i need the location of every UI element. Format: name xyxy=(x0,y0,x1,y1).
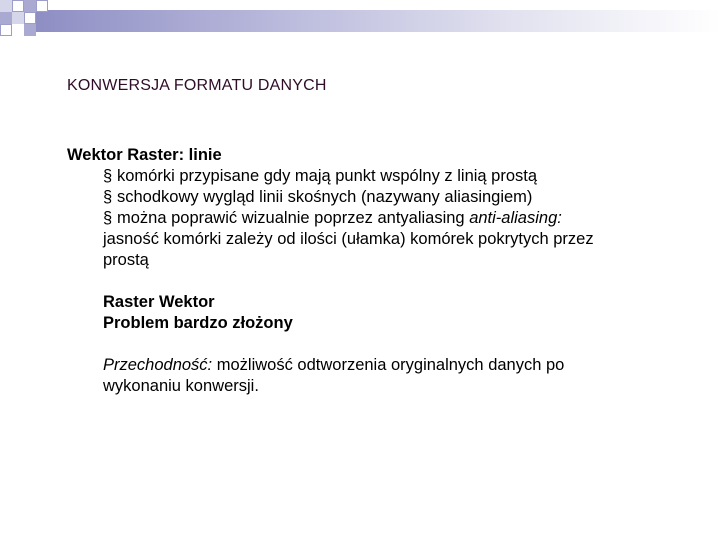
definition-paragraph xyxy=(67,355,667,376)
bullet-text: komórki przypisane gdy mają punkt wspólny z linią prostą xyxy=(117,167,538,185)
bullet-text: można poprawić wizualnie poprzez antyaliasing xyxy=(117,209,465,227)
bullet-marker: § xyxy=(103,188,113,206)
bullet-text: schodkowy wygląd linii skośnych (nazywany aliasingiem) xyxy=(117,188,533,206)
bullet-term-italic: anti-aliasing: xyxy=(469,209,562,227)
slide-title: KONWERSJA FORMATU DANYCH xyxy=(67,77,327,94)
deco-square xyxy=(24,0,36,12)
deco-square xyxy=(36,0,48,12)
bullet-marker: § xyxy=(103,167,113,185)
deco-square xyxy=(12,0,24,12)
bullet-marker: § xyxy=(103,209,113,227)
deco-square xyxy=(0,24,12,36)
continuation-line: jasność komórki zależy od ilości (ułamka) komórek pokrytych przez xyxy=(103,230,594,248)
bullet-item xyxy=(67,187,667,208)
slide-body xyxy=(67,145,667,397)
deco-square xyxy=(12,12,24,24)
deco-square xyxy=(0,0,12,12)
deco-square xyxy=(24,24,36,36)
deco-square xyxy=(24,12,36,24)
section-heading: Wektor Raster: linie xyxy=(67,146,222,164)
section-line-bold: Problem bardzo złożony xyxy=(103,314,293,332)
deco-square xyxy=(0,12,12,24)
definition-term: Przechodność: xyxy=(103,356,213,374)
section-line-bold: Raster Wektor xyxy=(103,293,215,311)
continuation-line: prostą xyxy=(103,251,149,269)
bullet-item xyxy=(67,166,667,187)
bullet-item xyxy=(67,208,667,229)
header-decoration xyxy=(0,0,720,40)
header-gradient-band xyxy=(36,10,720,32)
definition-paragraph-cont: wykonaniu konwersji. xyxy=(103,377,259,395)
definition-text: możliwość odtworzenia oryginalnych danych po xyxy=(212,356,565,374)
